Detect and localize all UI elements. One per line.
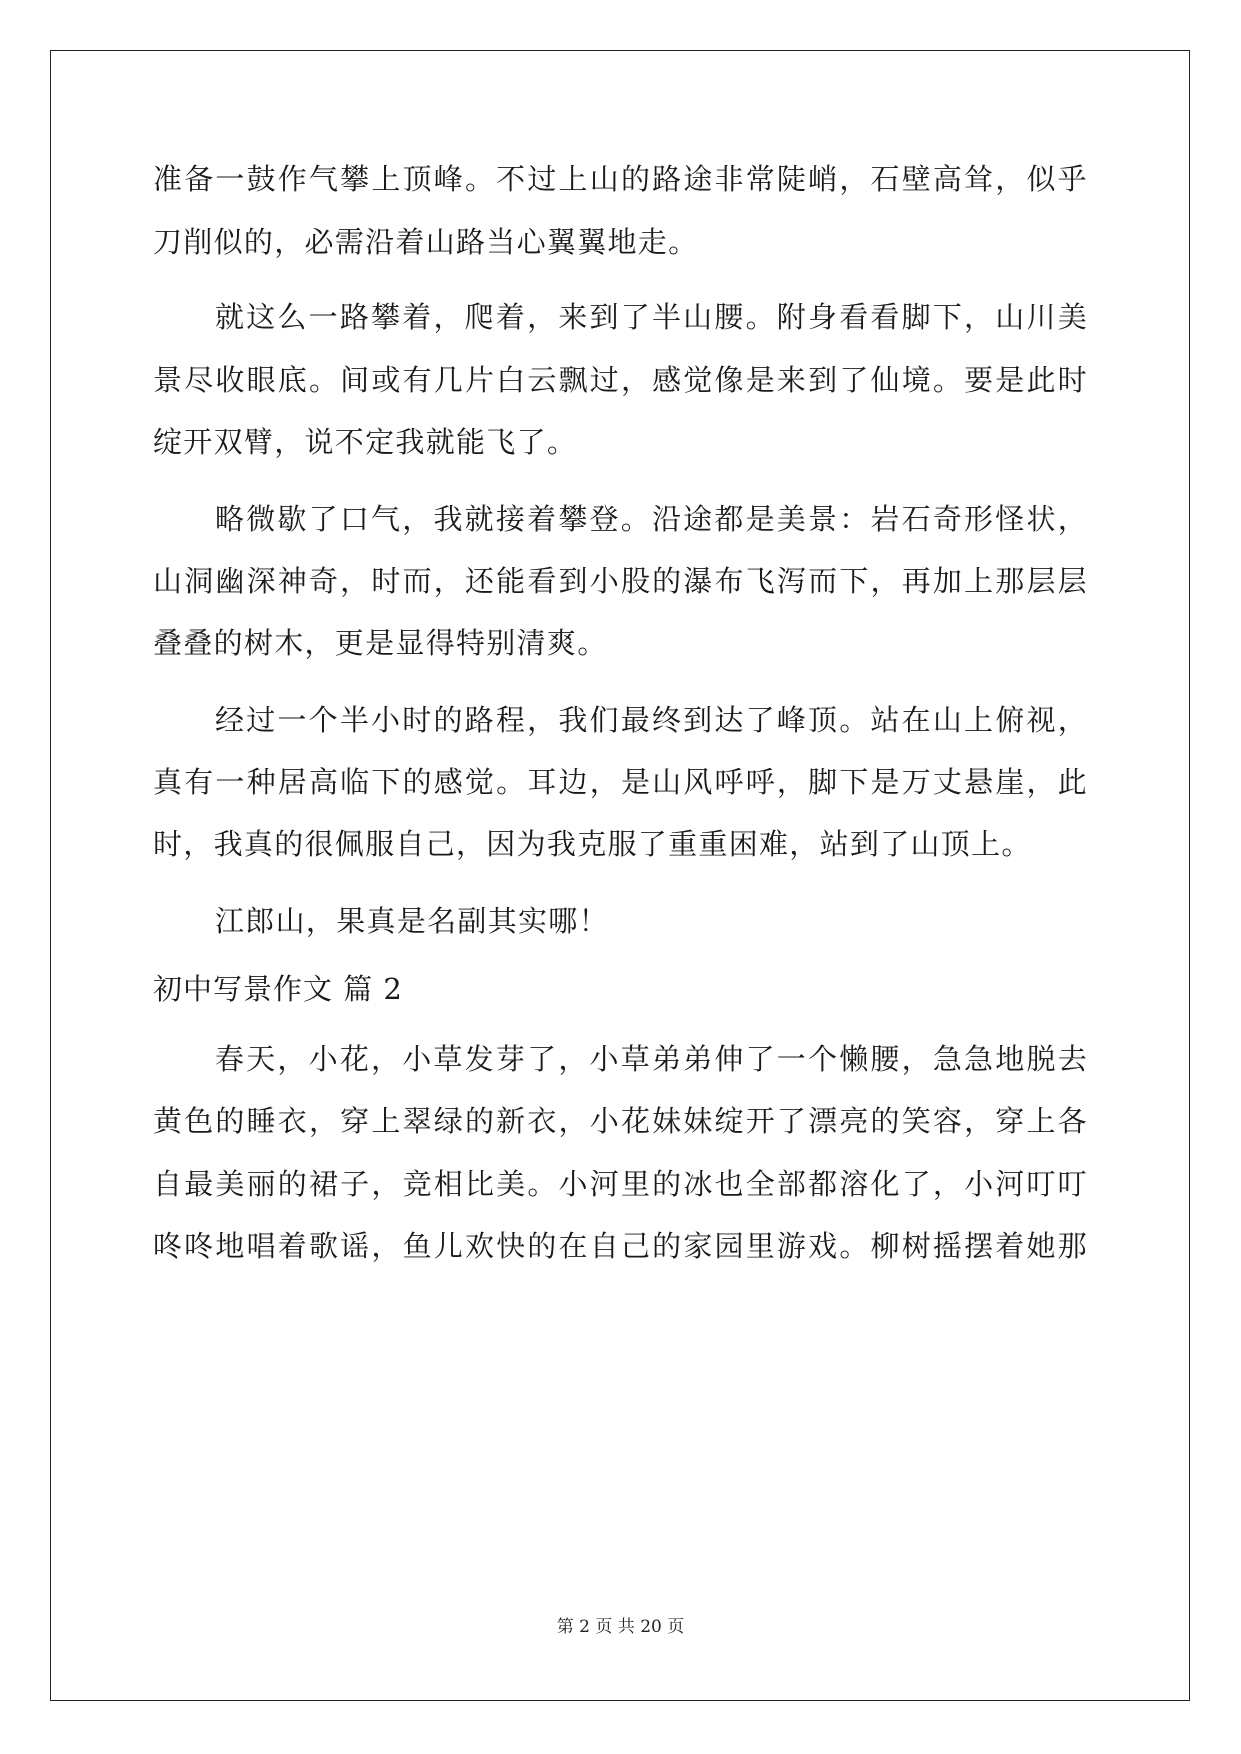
text-line: 就这么一路攀着，爬着，来到了半山腰。附身看看脚下，山川美 (215, 300, 1088, 334)
section-heading: 初中写景作文 篇 2 (153, 972, 403, 1006)
text-line: 山洞幽深神奇，时而，还能看到小股的瀑布飞泻而下，再加上那层层 (153, 564, 1088, 598)
text-line: 真有一种居高临下的感觉。耳边，是山风呼呼，脚下是万丈悬崖，此 (153, 765, 1088, 799)
text-line: 叠叠的树木，更是显得特别清爽。 (153, 626, 608, 660)
text-line: 绽开双臂，说不定我就能飞了。 (153, 425, 578, 459)
page-number-footer: 第 2 页 共 20 页 (556, 1617, 685, 1637)
text-line: 景尽收眼底。间或有几片白云飘过，感觉像是来到了仙境。要是此时 (153, 363, 1088, 397)
text-line: 略微歇了口气，我就接着攀登。沿途都是美景：岩石奇形怪状， (215, 502, 1088, 536)
text-line: 江郎山，果真是名副其实哪！ (215, 904, 609, 938)
text-line: 时，我真的很佩服自己，因为我克服了重重困难，站到了山顶上。 (153, 827, 1032, 861)
text-line: 刀削似的，必需沿着山路当心翼翼地走。 (153, 225, 699, 259)
text-line: 自最美丽的裙子，竞相比美。小河里的冰也全部都溶化了，小河叮叮 (153, 1167, 1088, 1201)
text-line: 黄色的睡衣，穿上翠绿的新衣，小花妹妹绽开了漂亮的笑容，穿上各 (153, 1104, 1088, 1138)
text-line: 春天，小花，小草发芽了，小草弟弟伸了一个懒腰，急急地脱去 (215, 1042, 1088, 1076)
text-line: 经过一个半小时的路程，我们最终到达了峰顶。站在山上俯视， (215, 703, 1088, 737)
text-line: 准备一鼓作气攀上顶峰。不过上山的路途非常陡峭，石壁高耸，似乎 (153, 162, 1088, 196)
text-line: 咚咚地唱着歌谣，鱼儿欢快的在自己的家园里游戏。柳树摇摆着她那 (153, 1229, 1088, 1263)
